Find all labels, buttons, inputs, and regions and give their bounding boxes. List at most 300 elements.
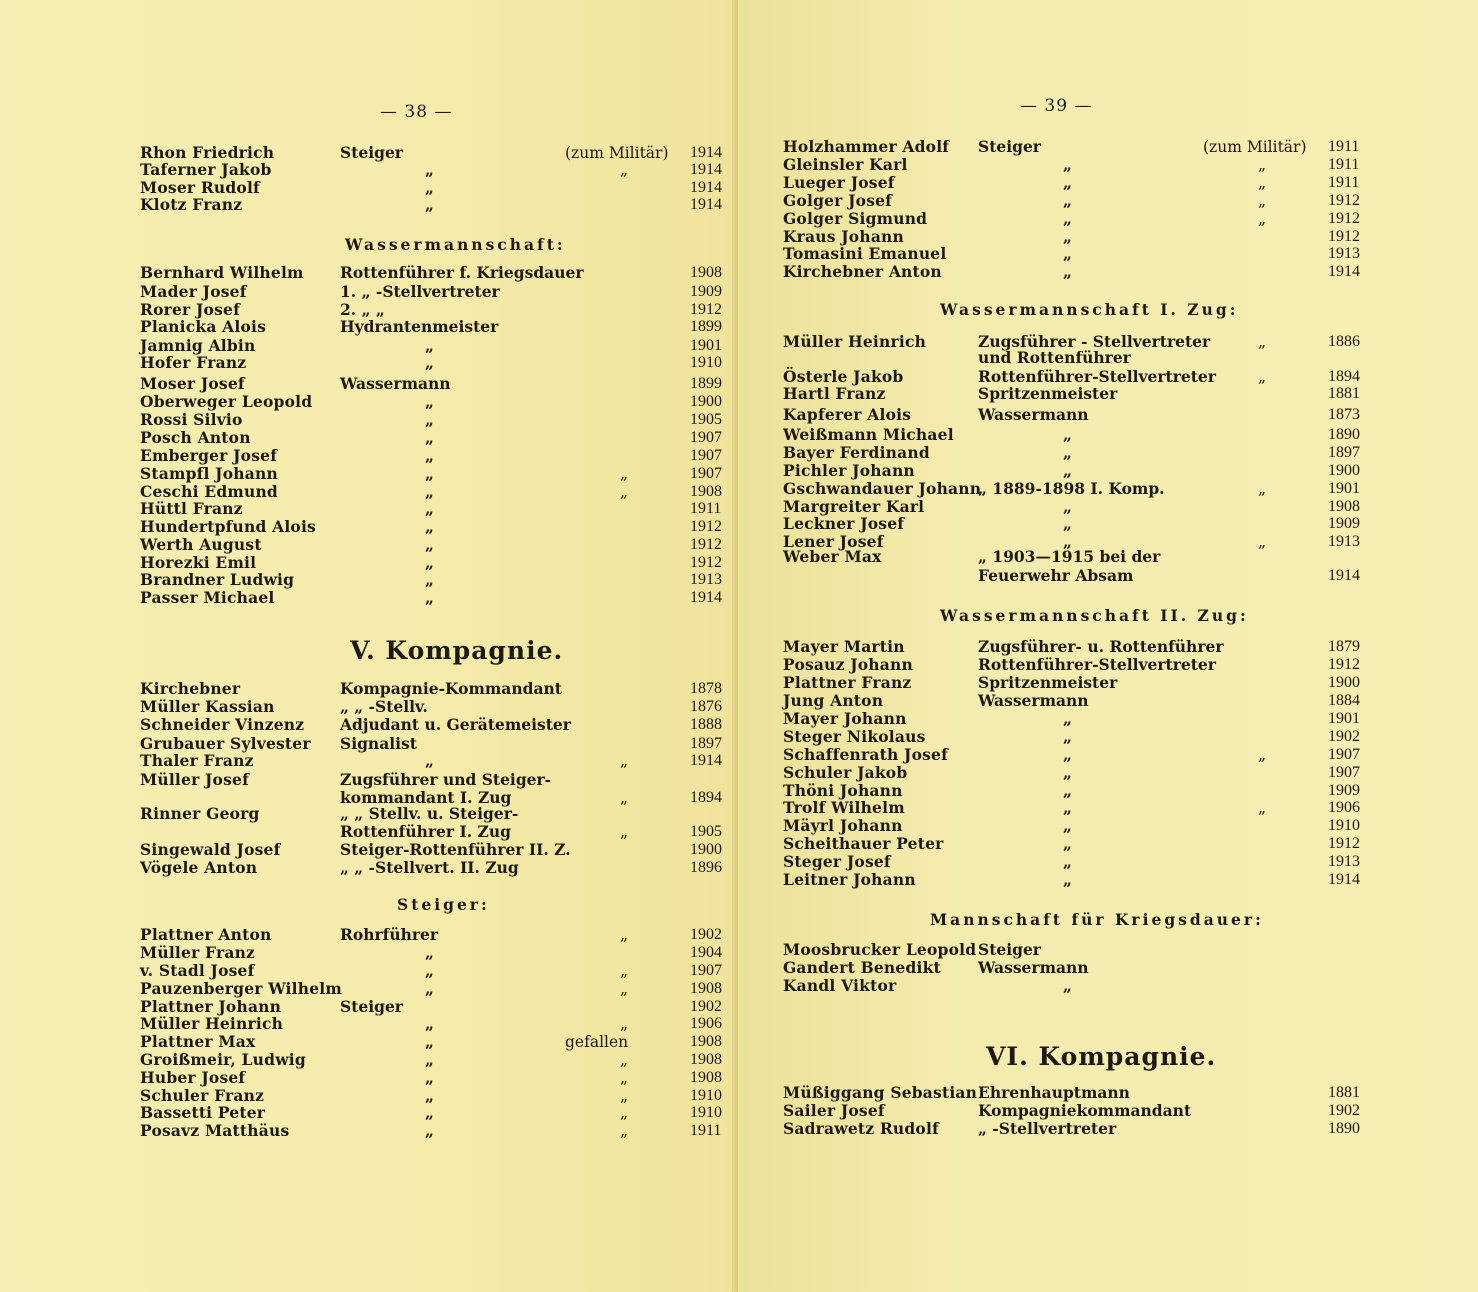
roster-name: Klotz Franz xyxy=(140,195,243,214)
roster-note: „ xyxy=(620,789,629,807)
roster-note: „ xyxy=(1258,210,1267,228)
roster-row xyxy=(0,859,730,877)
roster-role: „ xyxy=(1063,781,1072,800)
roster-year: 1914 xyxy=(690,589,722,606)
roster-name: Ceschi Edmund xyxy=(140,482,278,501)
roster-role: „ xyxy=(425,410,434,429)
roster-name: Oberweger Leopold xyxy=(140,392,313,411)
roster-note: „ xyxy=(1258,480,1267,498)
roster-row xyxy=(0,589,730,607)
roster-row xyxy=(738,764,1468,782)
roster-year: 1902 xyxy=(690,926,722,943)
roster-year: 1879 xyxy=(1328,638,1360,655)
roster-year: 1890 xyxy=(1328,1120,1360,1137)
roster-row xyxy=(0,771,730,789)
roster-role: „ xyxy=(425,392,434,411)
roster-name: Hartl Franz xyxy=(783,384,886,403)
roster-year: 1906 xyxy=(1328,799,1360,816)
roster-note: „ xyxy=(620,823,629,841)
roster-year: 1914 xyxy=(1328,567,1360,584)
roster-name: Holzhammer Adolf xyxy=(783,137,950,156)
roster-year: 1912 xyxy=(1328,192,1360,209)
roster-note: „ xyxy=(620,1015,629,1033)
roster-year: 1910 xyxy=(690,1087,722,1104)
company-heading-vi: VI. Kompagnie. xyxy=(986,1042,1217,1071)
roster-year: 1912 xyxy=(1328,210,1360,227)
roster-name: Schuler Jakob xyxy=(783,763,908,782)
roster-role: Spritzenmeister xyxy=(978,673,1118,692)
roster-name: Horezki Emil xyxy=(140,553,257,572)
roster-name: Thöni Johann xyxy=(783,781,903,800)
roster-note: „ xyxy=(620,752,629,770)
roster-note: „ xyxy=(620,1051,629,1069)
roster-row xyxy=(738,515,1468,533)
roster-role: „ xyxy=(425,499,434,518)
roster-row xyxy=(738,426,1468,444)
roster-row xyxy=(738,406,1468,424)
roster-note: „ xyxy=(1258,368,1267,386)
roster-role: „ xyxy=(1063,532,1072,551)
roster-row xyxy=(738,480,1468,498)
roster-year: 1908 xyxy=(690,264,722,281)
roster-row xyxy=(0,944,730,962)
roster-name: Gschwandauer Johann xyxy=(783,479,982,498)
roster-row xyxy=(0,161,730,179)
roster-note: „ xyxy=(620,1122,629,1140)
roster-name: Müßiggang Sebastian xyxy=(783,1083,978,1102)
roster-name: Hüttl Franz xyxy=(140,499,243,518)
roster-note: „ xyxy=(1258,156,1267,174)
heading-wassermannschaft-1-zug: Wassermannschaft I. Zug: xyxy=(940,300,1239,319)
page-number-left: — 38 — xyxy=(380,102,453,122)
roster-note: „ xyxy=(620,465,629,483)
roster-year: 1881 xyxy=(1328,385,1360,402)
roster-name: Grubauer Sylvester xyxy=(140,734,311,753)
roster-year: 1914 xyxy=(690,196,722,213)
roster-row xyxy=(0,680,730,698)
roster-year: 1909 xyxy=(690,283,722,300)
roster-year: 1896 xyxy=(690,859,722,876)
roster-year: 1900 xyxy=(1328,462,1360,479)
roster-name: Kirchebner Anton xyxy=(783,262,942,281)
roster-role: „ xyxy=(1063,798,1072,817)
roster-row xyxy=(0,980,730,998)
roster-row xyxy=(738,959,1468,977)
roster-note: „ xyxy=(1258,333,1267,351)
roster-row xyxy=(0,144,730,162)
roster-role: Wassermann xyxy=(978,405,1089,424)
roster-year: 1912 xyxy=(690,301,722,318)
roster-role: kommandant I. Zug xyxy=(340,788,512,807)
roster-year: 1913 xyxy=(690,571,722,588)
roster-row xyxy=(0,841,730,859)
roster-year: 1910 xyxy=(1328,817,1360,834)
roster-year: 1907 xyxy=(1328,746,1360,763)
roster-name: Groißmeir, Ludwig xyxy=(140,1050,306,1069)
roster-name: Steger Nikolaus xyxy=(783,727,926,746)
roster-role: „ „ -Stellvert. II. Zug xyxy=(340,858,519,877)
roster-role: „ xyxy=(1063,709,1072,728)
roster-role: „ xyxy=(425,1050,434,1069)
roster-row xyxy=(738,385,1468,403)
roster-role: „ xyxy=(425,195,434,214)
roster-row xyxy=(738,210,1468,228)
roster-role: Steiger xyxy=(340,143,403,162)
roster-row xyxy=(0,1104,730,1122)
roster-name: Steger Josef xyxy=(783,852,891,871)
roster-name: Hundertpfund Alois xyxy=(140,517,316,536)
roster-year: 1911 xyxy=(1328,138,1360,155)
roster-note: „ xyxy=(620,1104,629,1122)
roster-row xyxy=(0,554,730,572)
roster-name: Sadrawetz Rudolf xyxy=(783,1119,939,1138)
roster-name: Müller Franz xyxy=(140,943,256,962)
roster-row xyxy=(0,483,730,501)
roster-role: „ „ -Stellv. xyxy=(340,697,428,716)
roster-row xyxy=(0,735,730,753)
roster-role: Zugsführer - Stellvertreter xyxy=(978,332,1211,351)
roster-role: „ xyxy=(425,464,434,483)
roster-year: 1914 xyxy=(1328,263,1360,280)
roster-role: „ xyxy=(425,1014,434,1033)
roster-name: Bassetti Peter xyxy=(140,1103,266,1122)
roster-role: „ xyxy=(1063,870,1072,889)
roster-year: 1910 xyxy=(690,354,722,371)
left-page xyxy=(0,0,738,1292)
roster-row xyxy=(0,571,730,589)
roster-name: Jamnig Albin xyxy=(140,336,256,355)
roster-year: 1904 xyxy=(690,944,722,961)
roster-name: Brandner Ludwig xyxy=(140,570,295,589)
roster-note: „ xyxy=(620,1069,629,1087)
roster-year: 1881 xyxy=(1328,1084,1360,1101)
roster-year: 1908 xyxy=(1328,498,1360,515)
roster-year: 1907 xyxy=(690,429,722,446)
roster-row xyxy=(0,411,730,429)
roster-row xyxy=(0,1051,730,1069)
roster-name: Mayer Martin xyxy=(783,637,905,656)
roster-name: Schaffenrath Josef xyxy=(783,745,948,764)
roster-note: „ xyxy=(620,483,629,501)
roster-role: „ xyxy=(1063,262,1072,281)
roster-year: 1906 xyxy=(690,1015,722,1032)
roster-row xyxy=(0,518,730,536)
roster-name: Huber Josef xyxy=(140,1068,246,1087)
roster-role: 2. „ „ xyxy=(340,300,385,319)
roster-role: „ xyxy=(425,1086,434,1105)
heading-steiger: Steiger: xyxy=(397,895,490,914)
roster-note: (zum Militär) xyxy=(1203,138,1307,156)
roster-role: „ xyxy=(425,979,434,998)
roster-row xyxy=(0,1122,730,1140)
roster-role: „ xyxy=(425,1121,434,1140)
roster-name: Werth August xyxy=(140,535,262,554)
roster-row xyxy=(738,567,1468,585)
roster-name: Kraus Johann xyxy=(783,227,904,246)
roster-role: „ xyxy=(425,517,434,536)
roster-year: 1914 xyxy=(1328,871,1360,888)
roster-role: „ xyxy=(1063,745,1072,764)
roster-name: Emberger Josef xyxy=(140,446,278,465)
roster-name: Schuler Franz xyxy=(140,1086,265,1105)
roster-note: „ xyxy=(1258,533,1267,551)
roster-note: „ xyxy=(620,1087,629,1105)
roster-role: Rottenführer-Stellvertreter xyxy=(978,367,1216,386)
roster-year: 1873 xyxy=(1328,406,1360,423)
roster-role: „ xyxy=(425,961,434,980)
roster-row xyxy=(738,548,1468,566)
roster-year: 1912 xyxy=(690,554,722,571)
roster-year: 1878 xyxy=(690,680,722,697)
roster-role: „ xyxy=(425,428,434,447)
roster-year: 1897 xyxy=(1328,444,1360,461)
roster-role: „ xyxy=(1063,816,1072,835)
roster-year: 1886 xyxy=(1328,333,1360,350)
roster-name: Scheithauer Peter xyxy=(783,834,944,853)
heading-wassermannschaft-2-zug: Wassermannschaft II. Zug: xyxy=(940,606,1249,625)
roster-year: 1902 xyxy=(1328,1102,1360,1119)
roster-role: und Rottenführer xyxy=(978,348,1131,367)
roster-name: Mayer Johann xyxy=(783,709,907,728)
roster-row xyxy=(0,1033,730,1051)
roster-name: Schneider Vinzenz xyxy=(140,715,305,734)
roster-note: „ xyxy=(1258,192,1267,210)
roster-role: „ xyxy=(1063,763,1072,782)
roster-row xyxy=(0,264,730,282)
roster-name: Tomasini Emanuel xyxy=(783,244,947,263)
roster-note: (zum Militär) xyxy=(565,144,669,162)
roster-row xyxy=(738,728,1468,746)
roster-role: „ xyxy=(425,1032,434,1051)
roster-role: „ xyxy=(425,943,434,962)
roster-year: 1909 xyxy=(1328,782,1360,799)
roster-role: „ xyxy=(1063,191,1072,210)
roster-name: Rossi Silvio xyxy=(140,410,243,429)
roster-row xyxy=(738,156,1468,174)
roster-name: Kandl Viktor xyxy=(783,976,897,995)
roster-name: Stampfl Johann xyxy=(140,464,278,483)
roster-year: 1908 xyxy=(690,980,722,997)
roster-name: Posavz Matthäus xyxy=(140,1121,290,1140)
roster-year: 1905 xyxy=(690,823,722,840)
roster-role: Feuerwehr Absam xyxy=(978,566,1134,585)
roster-year: 1913 xyxy=(1328,853,1360,870)
roster-year: 1907 xyxy=(690,465,722,482)
roster-name: Singewald Josef xyxy=(140,840,281,859)
roster-role: „ xyxy=(425,553,434,572)
roster-year: 1888 xyxy=(690,716,722,733)
roster-row xyxy=(0,500,730,518)
roster-name: Golger Josef xyxy=(783,191,893,210)
roster-row xyxy=(0,447,730,465)
roster-name: Trolf Wilhelm xyxy=(783,798,905,817)
roster-role: „ xyxy=(425,1068,434,1087)
roster-year: 1914 xyxy=(690,144,722,161)
heading-wassermannschaft: Wassermannschaft: xyxy=(345,235,566,254)
roster-name: Taferner Jakob xyxy=(140,160,272,179)
roster-note: „ xyxy=(1258,174,1267,192)
roster-role: Wassermann xyxy=(978,958,1089,977)
roster-name: Lener Josef xyxy=(783,532,884,551)
roster-row xyxy=(0,196,730,214)
roster-year: 1884 xyxy=(1328,692,1360,709)
roster-row xyxy=(738,941,1468,959)
roster-row xyxy=(0,375,730,393)
roster-name: Rorer Josef xyxy=(140,300,240,319)
roster-role: „ xyxy=(425,535,434,554)
company-heading-v: V. Kompagnie. xyxy=(350,636,564,665)
roster-role: „ 1903—1915 bei der xyxy=(978,547,1161,566)
roster-row xyxy=(738,444,1468,462)
roster-row xyxy=(0,926,730,944)
roster-role: „ -Stellvertreter xyxy=(978,1119,1117,1138)
roster-name: Plattner Franz xyxy=(783,673,912,692)
roster-year: 1899 xyxy=(690,318,722,335)
roster-year: 1876 xyxy=(690,698,722,715)
roster-name: Weber Max xyxy=(783,547,882,566)
roster-year: 1907 xyxy=(1328,764,1360,781)
roster-row xyxy=(738,799,1468,817)
roster-row xyxy=(738,174,1468,192)
roster-name: Mäyrl Johann xyxy=(783,816,903,835)
roster-year: 1902 xyxy=(1328,728,1360,745)
roster-role: „ xyxy=(425,178,434,197)
roster-row xyxy=(738,710,1468,728)
roster-year: 1911 xyxy=(1328,156,1360,173)
roster-row xyxy=(0,1087,730,1105)
roster-name: Leitner Johann xyxy=(783,870,916,889)
roster-role: Hydrantenmeister xyxy=(340,317,499,336)
roster-role: „ xyxy=(1063,227,1072,246)
roster-role: „ xyxy=(425,570,434,589)
page-number-right: — 39 — xyxy=(1020,96,1093,116)
roster-role: „ xyxy=(425,160,434,179)
roster-year: 1911 xyxy=(1328,174,1360,191)
roster-role: Wassermann xyxy=(978,691,1089,710)
roster-role: „ xyxy=(425,336,434,355)
roster-row xyxy=(738,853,1468,871)
roster-role: „ 1889-1898 I. Komp. xyxy=(978,479,1165,498)
roster-row xyxy=(738,692,1468,710)
roster-row xyxy=(0,465,730,483)
roster-note: „ xyxy=(620,161,629,179)
roster-row xyxy=(738,746,1468,764)
roster-row xyxy=(0,962,730,980)
roster-row xyxy=(0,337,730,355)
roster-name: Passer Michael xyxy=(140,588,275,607)
roster-role: Kompagnie-Kommandant xyxy=(340,679,562,698)
roster-role: „ xyxy=(1063,834,1072,853)
roster-name: Pichler Johann xyxy=(783,461,915,480)
roster-role: Steiger-Rottenführer II. Z. xyxy=(340,840,571,859)
roster-row xyxy=(738,871,1468,889)
roster-name: Weißmann Michael xyxy=(783,425,954,444)
roster-row xyxy=(738,245,1468,263)
roster-row xyxy=(738,192,1468,210)
roster-name: Bayer Ferdinand xyxy=(783,443,930,462)
roster-role: Ehrenhauptmann xyxy=(978,1083,1130,1102)
roster-row xyxy=(0,318,730,336)
roster-role: Kompagniekommandant xyxy=(978,1101,1192,1120)
roster-row xyxy=(0,536,730,554)
roster-name: Lueger Josef xyxy=(783,173,895,192)
roster-name: Müller Heinrich xyxy=(140,1014,284,1033)
roster-row xyxy=(738,1120,1468,1138)
roster-year: 1914 xyxy=(690,161,722,178)
roster-role: „ xyxy=(1063,727,1072,746)
roster-row xyxy=(0,1069,730,1087)
roster-row xyxy=(738,263,1468,281)
roster-role: Steiger xyxy=(978,940,1041,959)
roster-role: „ xyxy=(425,588,434,607)
roster-year: 1899 xyxy=(690,375,722,392)
roster-role: Steiger xyxy=(978,137,1041,156)
roster-year: 1911 xyxy=(690,1122,722,1139)
roster-role: „ xyxy=(1063,461,1072,480)
roster-role: „ xyxy=(1063,173,1072,192)
roster-row xyxy=(738,138,1468,156)
roster-row xyxy=(0,1015,730,1033)
roster-role: „ xyxy=(1063,209,1072,228)
roster-year: 1912 xyxy=(1328,835,1360,852)
roster-name: Margreiter Karl xyxy=(783,497,925,516)
roster-year: 1914 xyxy=(690,179,722,196)
roster-name: Moosbrucker Leopold xyxy=(783,940,977,959)
roster-role: Wassermann xyxy=(340,374,451,393)
roster-year: 1911 xyxy=(690,500,722,517)
roster-name: Rhon Friedrich xyxy=(140,143,275,162)
roster-role: Rottenführer I. Zug xyxy=(340,822,511,841)
roster-row xyxy=(0,283,730,301)
roster-row xyxy=(738,977,1468,995)
roster-name: Hofer Franz xyxy=(140,353,247,372)
roster-year: 1910 xyxy=(690,1104,722,1121)
roster-note: gefallen xyxy=(565,1033,629,1051)
heading-mannschaft-kriegsdauer: Mannschaft für Kriegsdauer: xyxy=(930,910,1264,929)
roster-name: Bernhard Wilhelm xyxy=(140,263,304,282)
roster-role: „ xyxy=(425,446,434,465)
roster-year: 1912 xyxy=(1328,656,1360,673)
roster-year: 1908 xyxy=(690,1051,722,1068)
roster-name: Golger Sigmund xyxy=(783,209,928,228)
roster-year: 1894 xyxy=(1328,368,1360,385)
roster-note: „ xyxy=(620,962,629,980)
roster-role: Rottenführer-Stellvertreter xyxy=(978,655,1216,674)
roster-year: 1912 xyxy=(690,536,722,553)
roster-name: Vögele Anton xyxy=(140,858,258,877)
roster-year: 1900 xyxy=(690,841,722,858)
right-page xyxy=(738,0,1478,1292)
roster-year: 1901 xyxy=(1328,710,1360,727)
roster-name: Plattner Anton xyxy=(140,925,272,944)
roster-role: Rohrführer xyxy=(340,925,439,944)
roster-role: Steiger xyxy=(340,997,403,1016)
roster-year: 1901 xyxy=(1328,480,1360,497)
roster-year: 1909 xyxy=(1328,515,1360,532)
roster-year: 1908 xyxy=(690,483,722,500)
roster-row xyxy=(0,716,730,734)
roster-year: 1902 xyxy=(690,998,722,1015)
roster-row xyxy=(0,354,730,372)
roster-row xyxy=(738,462,1468,480)
roster-name: Thaler Franz xyxy=(140,751,254,770)
roster-year: 1901 xyxy=(690,337,722,354)
roster-name: Müller Heinrich xyxy=(783,332,927,351)
roster-row xyxy=(738,674,1468,692)
roster-role: Signalist xyxy=(340,734,417,753)
roster-name: Kirchebner xyxy=(140,679,241,698)
roster-year: 1913 xyxy=(1328,245,1360,262)
